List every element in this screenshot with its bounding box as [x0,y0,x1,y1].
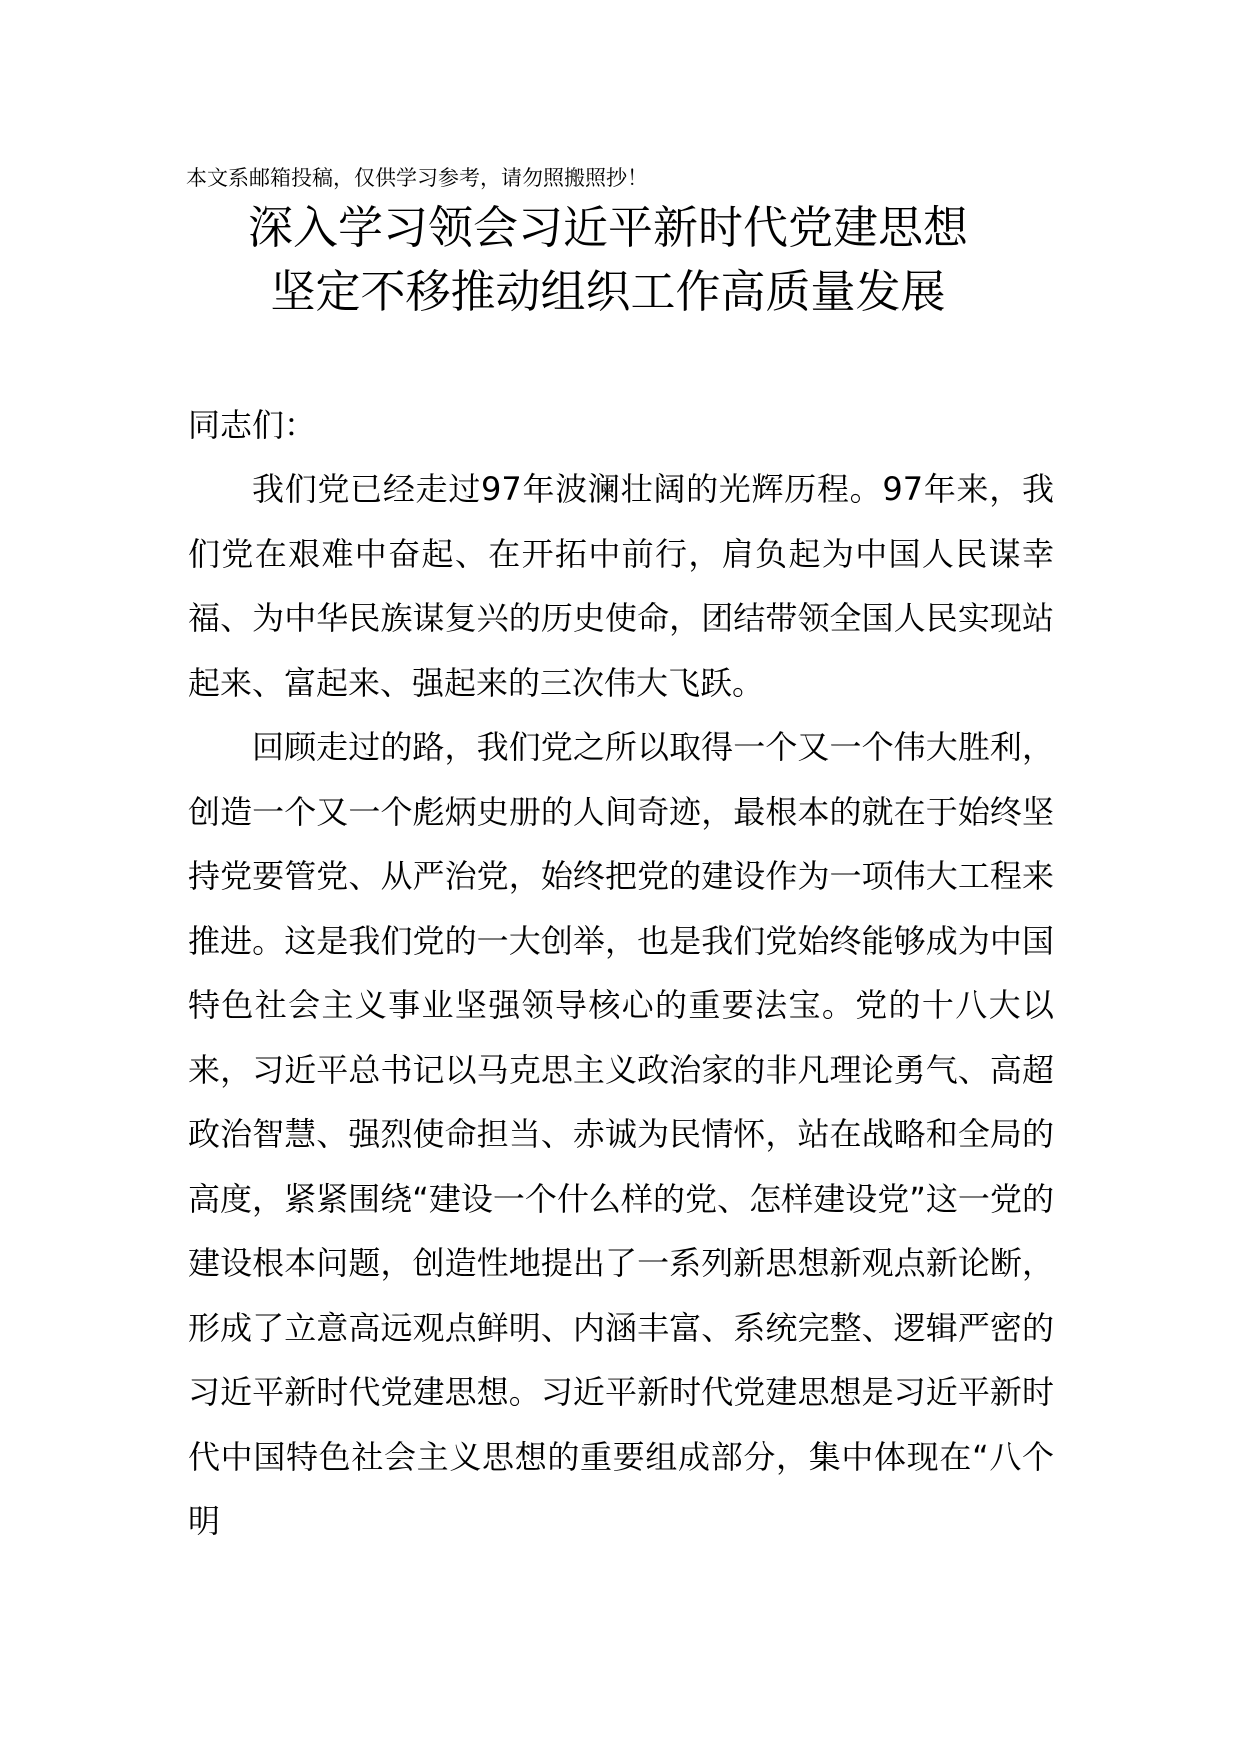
document-title-line-2: 坚定不移推动组织工作高质量发展 [270,265,946,318]
document-title-line-1: 深入学习领会习近平新时代党建思想 [247,201,968,254]
paragraph-2: 回顾走过的路，我们党之所以取得一个又一个伟大胜利，创造一个又一个彪炳史册的人间奇迹，最根本的就在于始终坚持党要管党、从严治党，始终把党的建设作为一项伟大工程来推进。这是我们党的一大创举，也是我们党始终能够成为中国特色社会主义事业坚强领导核心的重要法宝。党的十八大以来，习近平总书记以马克思主义政治家的非凡理论勇气、高超政治智慧、强烈使命担当、赤诚为民情怀，站在战略和全局的高度，紧紧围绕“建设一个什么样的党、怎样建设党”这一党的建设根本问题，创造性地提出了一系列新思想新观点新论断，形成了立意高远观点鲜明、内涵丰富、系统完整、逻辑严密的习近平新时代党建思想。习近平新时代党建思想是习近平新时代中国特色社会主义思想的重要组成部分，集中体现在“八个明 [188,728,1054,1540]
document-body [188,457,1054,1554]
paragraph-1: 我们党已经走过97年波澜壮阔的光辉历程。97年来，我们党在艰难中奋起、在开拓中前行，肩负起为中国人民谋幸福、为中华民族谋复兴的历史使命，团结带领全国人民实现站起来、富起来、强起来的三次伟大飞跃。 [188,470,1054,702]
salutation: 同志们： [188,406,317,444]
submission-notice: 本文系邮箱投稿，仅供学习参考，请勿照搬照抄！ [186,166,648,190]
